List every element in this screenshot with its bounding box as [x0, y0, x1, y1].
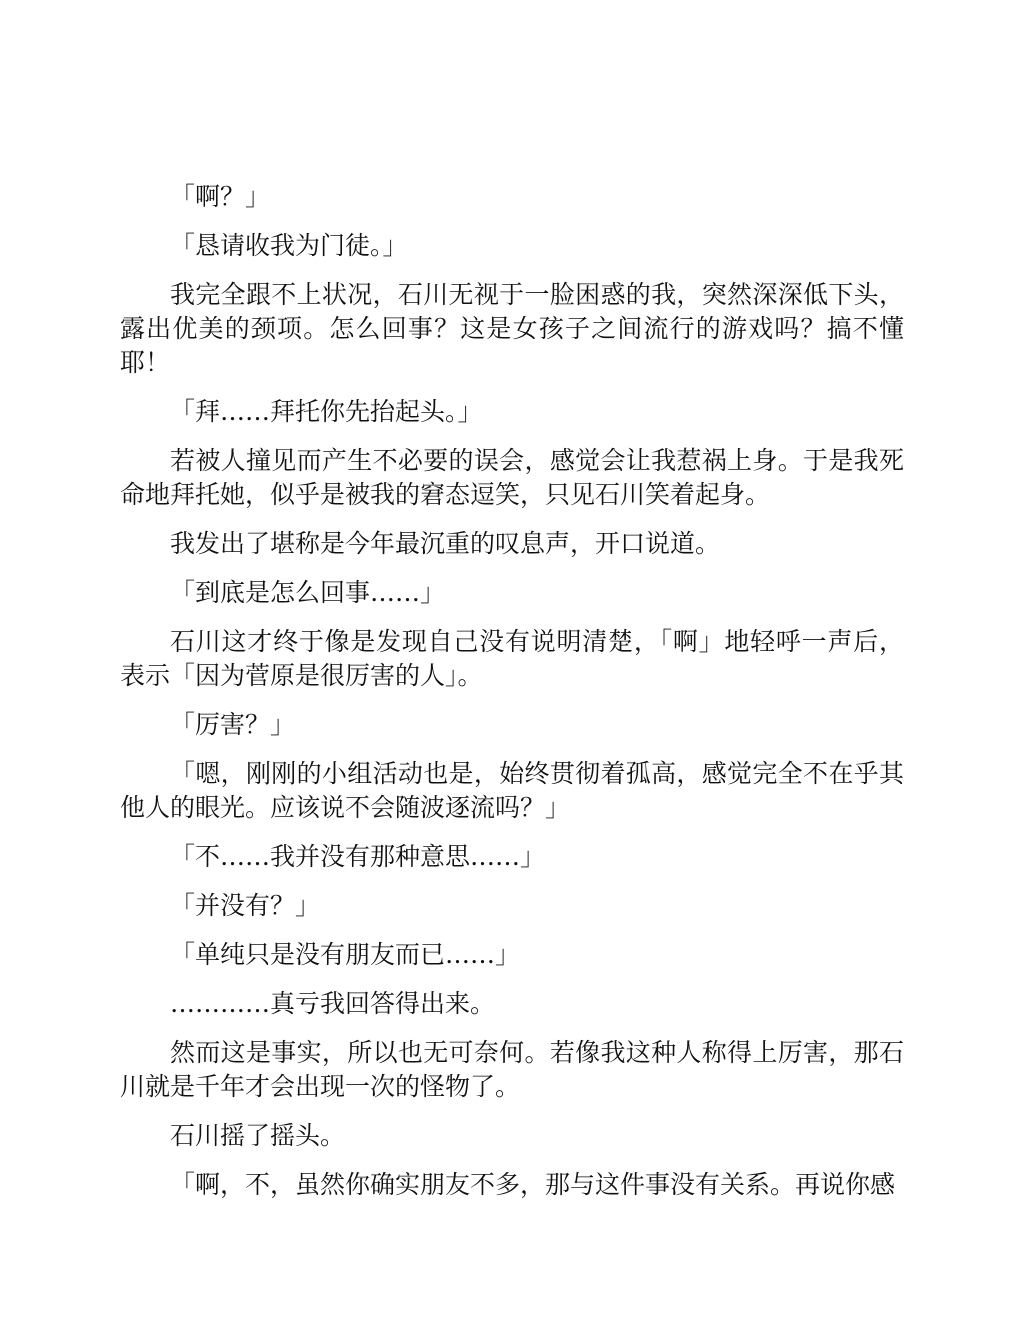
paragraph: 「啊，不，虽然你确实朋友不多，那与这件事没有关系。再说你感 [170, 1170, 896, 1199]
paragraph: 「不……我并没有那种意思……」 [170, 842, 546, 871]
paragraph: 「啊？」 [170, 182, 271, 211]
paragraph: 石川摇了摇头。 [170, 1121, 346, 1150]
paragraph: 我发出了堪称是今年最沉重的叹息声，开口说道。 [170, 529, 721, 558]
document-body [120, 180, 904, 1217]
paragraph: 「恳请收我为门徒。」 [170, 231, 408, 260]
paragraph: 「单纯只是没有朋友而已……」 [170, 940, 521, 969]
paragraph: 「到底是怎么回事……」 [170, 578, 446, 607]
paragraph: 我完全跟不上状况，石川无视于一脸困惑的我，突然深深低下头，露出优美的颈项。怎么回事？这是女孩子之间流行的游戏吗？搞不懂耶！ [120, 280, 904, 377]
paragraph: 「并没有？」 [170, 891, 321, 920]
paragraph: 然而这是事实，所以也无可奈何。若像我这种人称得上厉害，那石川就是千年才会出现一次的怪物了。 [120, 1038, 904, 1101]
paragraph: 「厉害？」 [170, 710, 296, 739]
paragraph: 若被人撞见而产生不必要的误会，感觉会让我惹祸上身。于是我死命地拜托她，似乎是被我的窘态逗笑，只见石川笑着起身。 [120, 446, 904, 509]
paragraph: 石川这才终于像是发现自己没有说明清楚，「啊」地轻呼一声后，表示「因为菅原是很厉害的人」。 [120, 627, 904, 690]
paragraph: 「拜……拜托你先抬起头。」 [170, 397, 483, 426]
paragraph: …………真亏我回答得出来。 [170, 989, 496, 1018]
paragraph: 「嗯，刚刚的小组活动也是，始终贯彻着孤高，感觉完全不在乎其他人的眼光。应该说不会随波逐流吗？」 [120, 759, 904, 822]
